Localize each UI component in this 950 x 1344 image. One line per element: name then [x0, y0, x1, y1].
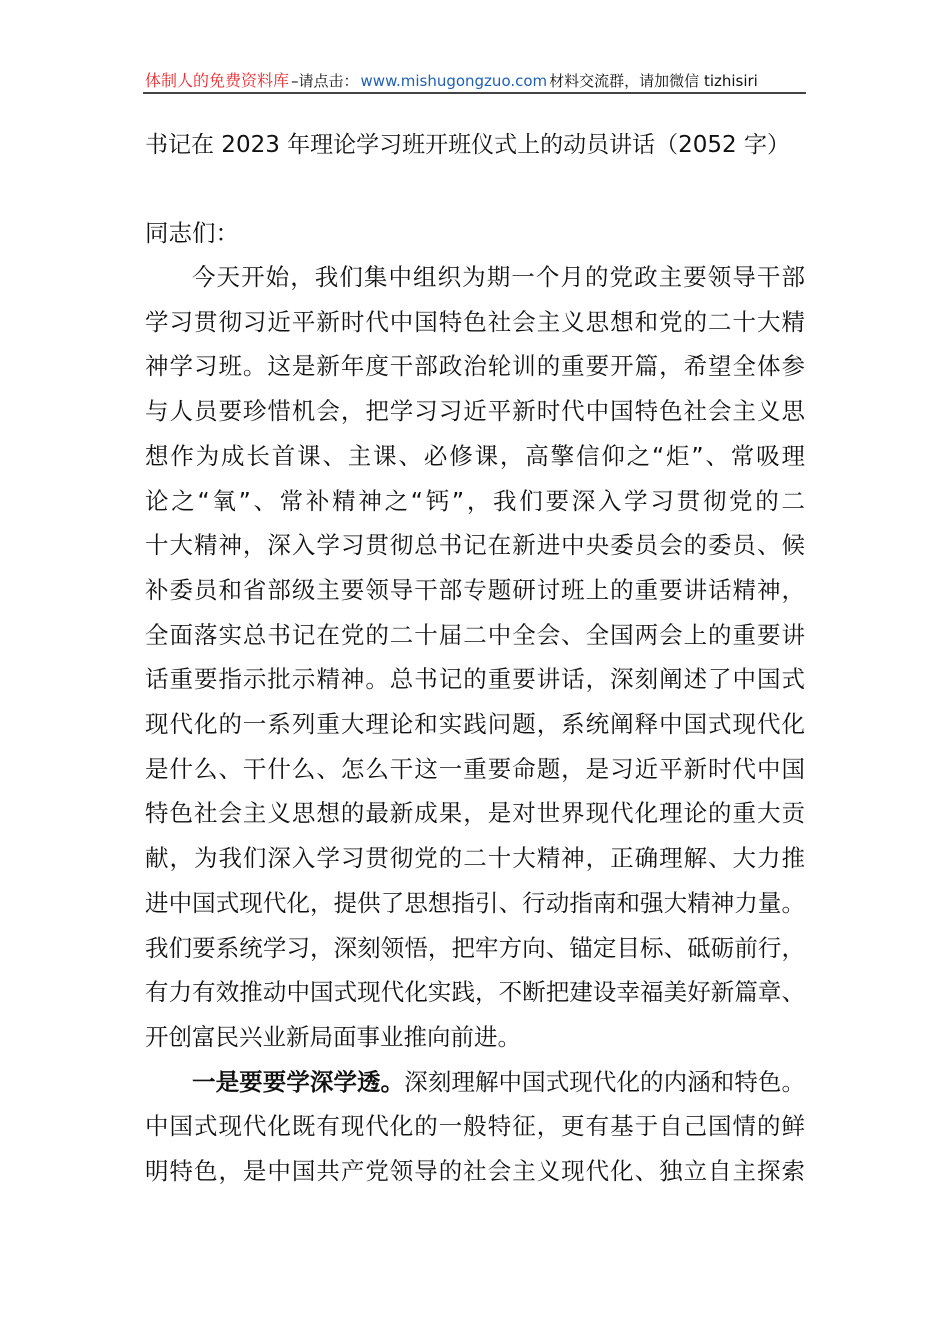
text-line: 全面落实总书记在党的二十届二中全会、全国两会上的重要讲	[145, 620, 805, 649]
text-line: 补委员和省部级主要领导干部专题研讨班上的重要讲话精神，	[145, 575, 805, 604]
text-line: 开创富民兴业新局面事业推向前进。	[145, 1022, 521, 1051]
text-line: 学习贯彻习近平新时代中国特色社会主义思想和党的二十大精	[145, 307, 805, 336]
section-heading: 一是要要学深学透。	[192, 1067, 405, 1096]
text-line: 十大精神，深入学习贯彻总书记在新进中央委员会的委员、候	[145, 531, 805, 560]
text-line: 论之“氧”、常补精神之“钙”，我们要深入学习贯彻党的二	[145, 486, 805, 515]
website-link[interactable]: www.mishugongzuo.com	[360, 72, 548, 90]
text-line: 神学习班。这是新年度干部政治轮训的重要开篇，希望全体参	[145, 352, 805, 381]
text-line: 有力有效推动中国式现代化实践，不断把建设幸福美好新篇章、	[145, 978, 805, 1007]
text-line: 我们要系统学习，深刻领悟，把牢方向、锚定目标、砥砺前行，	[145, 933, 805, 962]
text-line: 是什么、干什么、怎么干这一重要命题，是习近平新时代中国	[145, 754, 805, 783]
prompt-text: –请点击：	[291, 72, 359, 90]
text-line: 献，为我们深入学习贯彻党的二十大精神，正确理解、大力推	[145, 844, 805, 873]
brand-text: 体制人的免费资料库	[145, 71, 290, 90]
greeting: 同志们：	[145, 219, 239, 247]
text-line: 进中国式现代化，提供了思想指引、行动指南和强大精神力量。	[145, 888, 805, 917]
text-line: 中国式现代化既有现代化的一般特征，更有基于自己国情的鲜	[145, 1112, 805, 1141]
text-line: 现代化的一系列重大理论和实践问题，系统阐释中国式现代化	[145, 710, 805, 738]
text-line: 想作为成长首课、主课、必修课，高擎信仰之“炬”、常吸理	[145, 441, 805, 470]
site-header	[145, 68, 805, 91]
text-line: 话重要指示批示精神。总书记的重要讲话，深刻阐述了中国式	[145, 665, 805, 694]
text-line: 特色社会主义思想的最新成果，是对世界现代化理论的重大贡	[145, 799, 805, 828]
contact-note: 材料交流群，请加微信 tizhisiri	[549, 72, 758, 90]
text-line: 与人员要珍惜机会，把学习习近平新时代中国特色社会主义思	[145, 397, 805, 426]
header-divider	[143, 92, 806, 94]
document-title: 书记在 2023 年理论学习班开班仪式上的动员讲话（2052 字）	[145, 132, 790, 158]
section-text: 深刻理解中国式现代化的内涵和特色。	[404, 1067, 806, 1096]
text-line: 今天开始，我们集中组织为期一个月的党政主要领导干部	[192, 263, 805, 291]
text-line: 明特色，是中国共产党领导的社会主义现代化、独立自主探索	[145, 1157, 805, 1185]
text-line	[192, 1067, 805, 1097]
